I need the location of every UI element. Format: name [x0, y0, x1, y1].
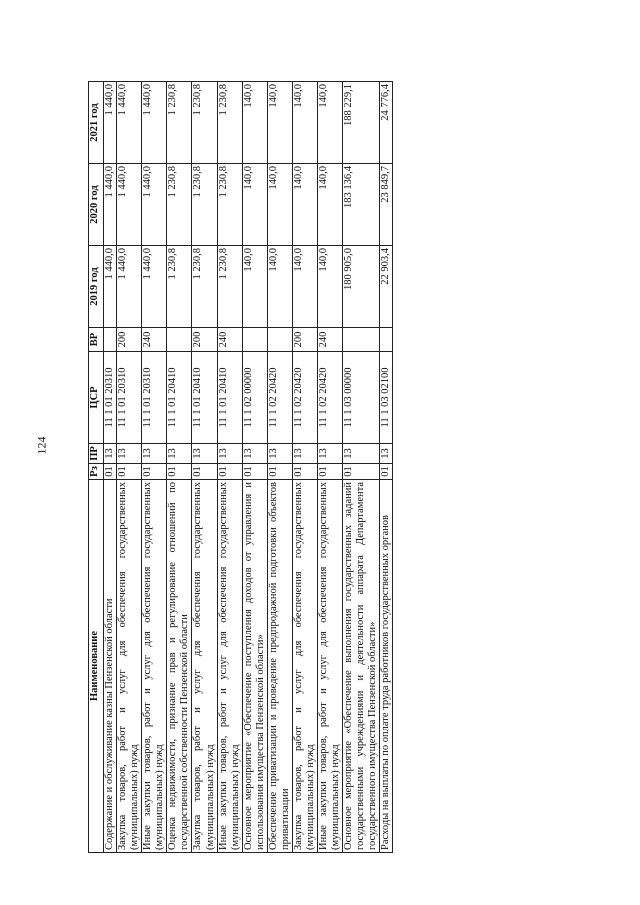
header-csr: ЦСР [89, 352, 104, 444]
row-vr-cell [167, 328, 192, 352]
row-pr-cell: 13 [267, 444, 292, 464]
row-vr-cell: 240 [318, 328, 343, 352]
row-2021-cell: 1 440,0 [104, 82, 117, 164]
row-2020-cell: 23 849,7 [380, 164, 393, 246]
table-row [217, 82, 242, 853]
row-pr-cell: 13 [343, 444, 380, 464]
row-csr-cell: 11 1 02 20420 [318, 352, 343, 444]
row-name-cell: Иные закупки товаров, работ и услуг для обеспечения государственных (муниципальных) нужд [318, 480, 343, 853]
header-vr: ВР [89, 328, 104, 352]
row-name-cell: Основное мероприятие «Обеспечение поступления доходов от управления и использования имущества Пензенской области» [242, 480, 267, 853]
row-2020-cell: 1 440,0 [117, 164, 142, 246]
row-rz-cell: 01 [167, 464, 192, 480]
row-2021-cell: 140,0 [292, 82, 317, 164]
row-2021-cell: 1 230,8 [192, 82, 217, 164]
table-row [242, 82, 267, 853]
row-2021-cell: 1 440,0 [117, 82, 142, 164]
row-2019-cell: 22 903,4 [380, 246, 393, 328]
table-row [192, 82, 217, 853]
row-2021-cell: 140,0 [318, 82, 343, 164]
row-vr-cell: 200 [292, 328, 317, 352]
table-row [142, 82, 167, 853]
row-2020-cell: 1 440,0 [142, 164, 167, 246]
row-2020-cell: 140,0 [292, 164, 317, 246]
row-2021-cell: 24 776,4 [380, 82, 393, 164]
row-2020-cell: 140,0 [267, 164, 292, 246]
row-rz-cell: 01 [292, 464, 317, 480]
row-pr-cell: 13 [142, 444, 167, 464]
row-pr-cell: 13 [380, 444, 393, 464]
budget-table [88, 81, 393, 853]
row-name-cell: Иные закупки товаров, работ и услуг для обеспечения государственных (муниципальных) нужд [142, 480, 167, 853]
row-vr-cell: 240 [142, 328, 167, 352]
row-pr-cell: 13 [104, 444, 117, 464]
header-name: Наименование [89, 480, 104, 853]
page-number: 124 [34, 436, 49, 455]
row-2020-cell: 1 230,8 [217, 164, 242, 246]
row-2020-cell: 183 136,4 [343, 164, 380, 246]
header-pr: ПР [89, 444, 104, 464]
table-body [104, 82, 393, 853]
row-2021-cell: 188 229,1 [343, 82, 380, 164]
row-csr-cell: 11 1 01 20310 [142, 352, 167, 444]
row-vr-cell: 200 [117, 328, 142, 352]
row-name-cell: Расходы на выплаты по оплате труда работников государственных органов [380, 480, 393, 853]
row-csr-cell: 11 1 01 20310 [117, 352, 142, 444]
table-row [104, 82, 117, 853]
row-csr-cell: 11 1 01 20410 [167, 352, 192, 444]
row-2020-cell: 140,0 [242, 164, 267, 246]
row-2020-cell: 1 440,0 [104, 164, 117, 246]
row-csr-cell: 11 1 02 20420 [292, 352, 317, 444]
row-rz-cell: 01 [142, 464, 167, 480]
table-row [318, 82, 343, 853]
row-2019-cell: 1 230,8 [167, 246, 192, 328]
row-vr-cell [104, 328, 117, 352]
row-name-cell: Закупка товаров, работ и услуг для обеспечения государственных (муниципальных) нужд [117, 480, 142, 853]
table-row [267, 82, 292, 853]
row-pr-cell: 13 [242, 444, 267, 464]
row-2019-cell: 1 230,8 [192, 246, 217, 328]
row-name-cell: Закупка товаров, работ и услуг для обеспечения государственных (муниципальных) нужд [192, 480, 217, 853]
table-row [167, 82, 192, 853]
row-rz-cell: 01 [104, 464, 117, 480]
row-csr-cell: 11 1 01 20410 [192, 352, 217, 444]
table-rotation-frame [88, 82, 508, 853]
table-row [380, 82, 393, 853]
row-vr-cell: 200 [192, 328, 217, 352]
table-row [117, 82, 142, 853]
row-vr-cell: 240 [217, 328, 242, 352]
row-rz-cell: 01 [217, 464, 242, 480]
row-pr-cell: 13 [192, 444, 217, 464]
row-2019-cell: 140,0 [318, 246, 343, 328]
row-name-cell: Иные закупки товаров, работ и услуг для обеспечения государственных (муниципальных) нужд [217, 480, 242, 853]
row-name-cell: Основное мероприятие «Обеспечение выполнения государственных заданий государственными учреждениями и деятельности аппарата Департамента государственного имущества Пензенской области» [343, 480, 380, 853]
row-vr-cell [380, 328, 393, 352]
row-2021-cell: 1 440,0 [142, 82, 167, 164]
header-2021: 2021 год [89, 82, 104, 164]
row-csr-cell: 11 1 02 00000 [242, 352, 267, 444]
table-row [343, 82, 380, 853]
row-rz-cell: 01 [318, 464, 343, 480]
row-rz-cell: 01 [343, 464, 380, 480]
row-2020-cell: 1 230,8 [167, 164, 192, 246]
row-pr-cell: 13 [318, 444, 343, 464]
row-csr-cell: 11 1 03 02100 [380, 352, 393, 444]
header-2019: 2019 год [89, 246, 104, 328]
row-2019-cell: 1 440,0 [142, 246, 167, 328]
row-csr-cell: 11 1 01 20410 [217, 352, 242, 444]
row-vr-cell [242, 328, 267, 352]
row-rz-cell: 01 [380, 464, 393, 480]
row-2019-cell: 140,0 [267, 246, 292, 328]
rotated-table-container [88, 82, 508, 853]
row-csr-cell: 11 1 03 00000 [343, 352, 380, 444]
table-header-row [89, 82, 104, 853]
row-rz-cell: 01 [267, 464, 292, 480]
row-2019-cell: 1 230,8 [217, 246, 242, 328]
row-pr-cell: 13 [117, 444, 142, 464]
row-csr-cell: 11 1 02 20420 [267, 352, 292, 444]
header-2020: 2020 год [89, 164, 104, 246]
row-vr-cell [267, 328, 292, 352]
row-vr-cell [343, 328, 380, 352]
row-csr-cell: 11 1 01 20310 [104, 352, 117, 444]
row-2021-cell: 1 230,8 [167, 82, 192, 164]
row-2021-cell: 1 230,8 [217, 82, 242, 164]
row-2020-cell: 140,0 [318, 164, 343, 246]
row-rz-cell: 01 [117, 464, 142, 480]
row-name-cell: Содержание и обслуживание казны Пензенской области [104, 480, 117, 853]
row-2019-cell: 140,0 [292, 246, 317, 328]
row-2020-cell: 1 230,8 [192, 164, 217, 246]
row-pr-cell: 13 [217, 444, 242, 464]
row-pr-cell: 13 [167, 444, 192, 464]
row-2019-cell: 1 440,0 [117, 246, 142, 328]
row-2019-cell: 1 440,0 [104, 246, 117, 328]
row-rz-cell: 01 [192, 464, 217, 480]
row-2019-cell: 140,0 [242, 246, 267, 328]
row-name-cell: Оценка недвижимости, признание прав и регулирование отношений по государственной собственности Пензенской области [167, 480, 192, 853]
table-row [292, 82, 317, 853]
row-name-cell: Обеспечение приватизации и проведение предпродажной подготовки объектов приватизации [267, 480, 292, 853]
row-2021-cell: 140,0 [267, 82, 292, 164]
row-name-cell: Закупка товаров, работ и услуг для обеспечения государственных (муниципальных) нужд [292, 480, 317, 853]
row-2019-cell: 180 905,0 [343, 246, 380, 328]
row-2021-cell: 140,0 [242, 82, 267, 164]
header-rz: Рз [89, 464, 104, 480]
row-pr-cell: 13 [292, 444, 317, 464]
row-rz-cell: 01 [242, 464, 267, 480]
